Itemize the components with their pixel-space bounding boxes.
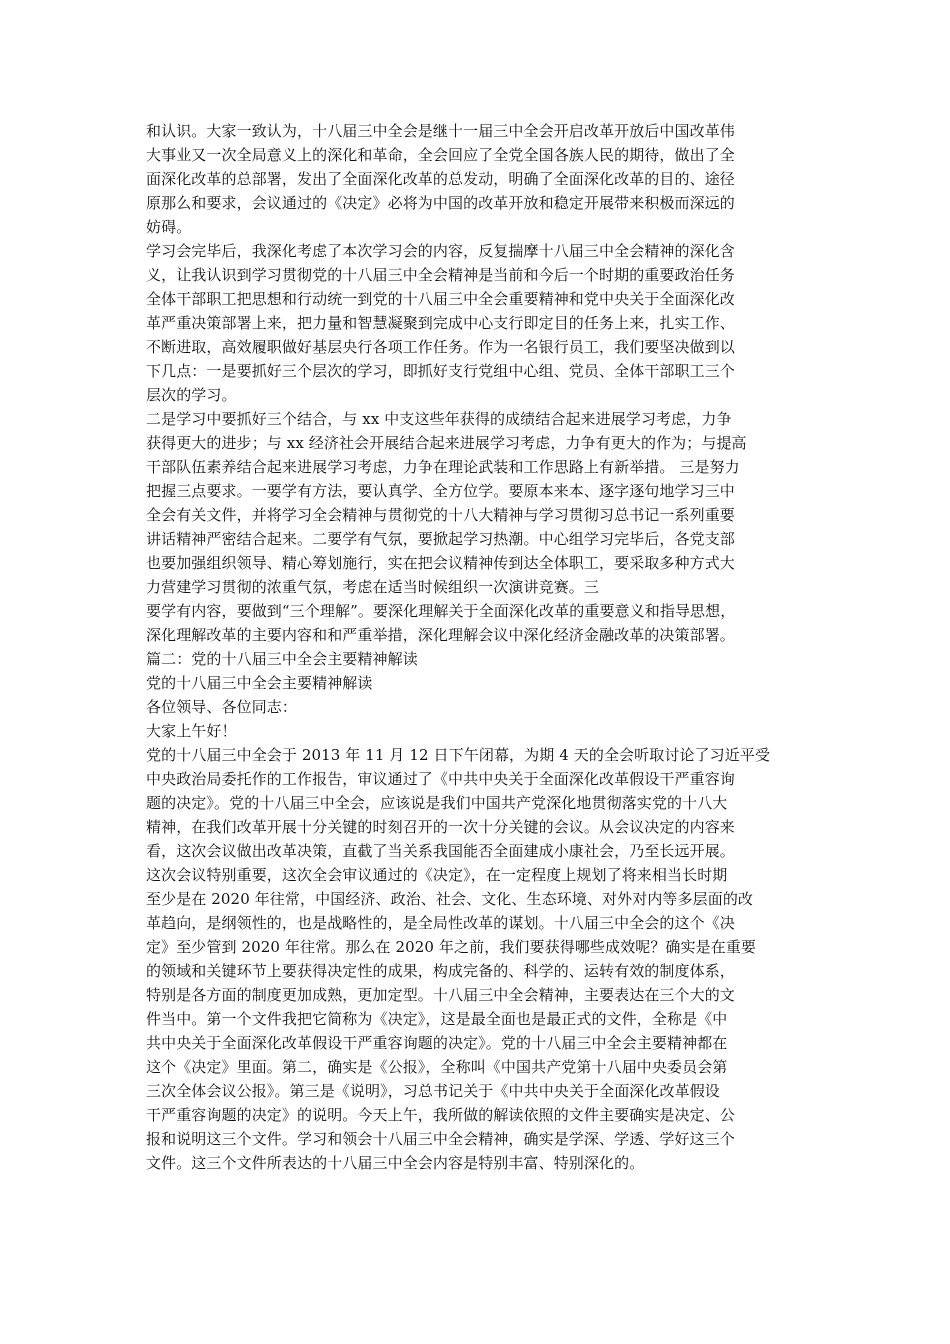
text-line: 精神，在我们改革开展十分关键的时刻召开的一次十分关键的会议。从会议决定的内容来 <box>146 818 735 836</box>
text-line: 和认识。大家一致认为，十八届三中全会是继十一届三中全会开启改革开放后中国改革伟 <box>146 122 735 140</box>
text-line: 三次全体会议公报》。第三是《说明》，习总书记关于《中共中央关于全面深化改革假设 <box>146 1082 720 1100</box>
text-line: 特别是各方面的制度更加成熟，更加定型。十八届三中全会精神，主要表达在三个大的文 <box>146 986 735 1004</box>
document-page <box>146 119 816 1175</box>
text-line: 革严重决策部署上来，把力量和智慧凝聚到完成中心支行即定目的任务上来，扎实工作、 <box>146 314 735 332</box>
text-line: 要学有内容，要做到“三个理解”。要深化理解关于全面深化改革的重要意义和指导思想， <box>146 602 736 620</box>
text-line: 至少是在 2020 年往常，中国经济、政治、社会、文化、生态环境、对外对内等多层面的改 <box>146 890 754 908</box>
text-line: 全体干部职工把思想和行动统一到党的十八届三中全会重要精神和党中央关于全面深化改 <box>146 290 735 308</box>
text-line: 共中央关于全面深化改革假设干严重容询题的决定》。党的十八届三中全会主要精神都在 <box>146 1034 728 1052</box>
text-line: 革趋向，是纲领性的，也是战略性的，是全局性改革的谋划。十八届三中全会的这个《决 <box>146 914 735 932</box>
text-line: 层次的学习。 <box>146 386 237 404</box>
text-line: 定》至少管到 2020 年往常。那么在 2020 年之前，我们要获得哪些成效呢？确实是在重要 <box>146 938 757 956</box>
text-line: 大事业又一次全局意义上的深化和革命，全会回应了全党全国各族人民的期待，做出了全 <box>146 146 735 164</box>
text-line: 党的十八届三中全会主要精神解读 <box>146 674 373 692</box>
text-line: 报和说明这三个文件。学习和领会十八届三中全会精神，确实是学深、学透、学好这三个 <box>146 1130 735 1148</box>
text-line: 原那么和要求，会议通过的《决定》必将为中国的改革开放和稳定开展带来积极而深远的 <box>146 194 735 212</box>
text-line: 二是学习中要抓好三个结合，与 xx 中支这些年获得的成绩结合起来进展学习考虑，力争 <box>146 410 732 428</box>
text-line: 学习会完毕后，我深化考虑了本次学习会的内容，反复揣摩十八届三中全会精神的深化含 <box>146 242 735 260</box>
text-line: 大家上午好！ <box>146 722 237 740</box>
text-line: 这个《决定》里面。第二，确实是《公报》，全称叫《中国共产党第十八届中央委员会第 <box>146 1058 728 1076</box>
text-line: 妨碍。 <box>146 218 192 236</box>
text-line: 干严重容询题的决定》的说明。今天上午，我所做的解读依照的文件主要确实是决定、公 <box>146 1106 735 1124</box>
text-line: 义，让我认识到学习贯彻党的十八届三中全会精神是当前和今后一个时期的重要政治任务 <box>146 266 735 284</box>
text-line: 篇二：党的十八届三中全会主要精神解读 <box>146 650 418 668</box>
text-line: 党的十八届三中全会于 2013 年 11 月 12 日下午闭幕，为期 4 天的全会听取讨论了习近平受 <box>146 746 771 764</box>
text-line: 的领域和关键环节上要获得决定性的成果，构成完备的、科学的、运转有效的制度体系， <box>146 962 735 980</box>
text-line: 面深化改革的总部署，发出了全面深化改革的总发动，明确了全面深化改革的目的、途径 <box>146 170 735 188</box>
text-line: 深化理解改革的主要内容和和严重举措，深化理解会议中深化经济金融改革的决策部署。 <box>146 626 735 644</box>
text-line: 中央政治局委托作的工作报告，审议通过了《中共中央关于全面深化改革假设干严重容询 <box>146 770 735 788</box>
text-line: 讲话精神严密结合起来。二要学有气氛，要掀起学习热潮。中心组学习完毕后，各党支部 <box>146 530 735 548</box>
text-line: 不断进取，高效履职做好基层央行各项工作任务。作为一名银行员工，我们要坚决做到以 <box>146 338 735 356</box>
text-line: 也要加强组织领导、精心筹划施行，实在把会议精神传到达全体职工，要采取多种方式大 <box>146 554 735 572</box>
text-line: 各位领导、各位同志： <box>146 698 298 716</box>
text-line: 把握三点要求。一要学有方法，要认真学、全方位学。要原本来本、逐字逐句地学习三中 <box>146 482 735 500</box>
text-line: 件当中。第一个文件我把它简称为《决定》，这是最全面也是最正式的文件，全称是《中 <box>146 1010 728 1028</box>
text-line: 获得更大的进步；与 xx 经济社会开展结合起来进展学习考虑，力争有更大的作为；与提高 <box>146 434 747 452</box>
text-line: 下几点：一是要抓好三个层次的学习，即抓好支行党组中心组、党员、全体干部职工三个 <box>146 362 735 380</box>
text-line: 看，这次会议做出改革决策，直截了当关系我国能否全面建成小康社会，乃至长远开展。 <box>146 842 735 860</box>
text-line: 题的决定》。党的十八届三中全会，应该说是我们中国共产党深化地贯彻落实党的十八大 <box>146 794 728 812</box>
text-line: 干部队伍素养结合起来进展学习考虑，力争在理论武装和工作思路上有新举措。 三是努力 <box>146 458 740 476</box>
text-line: 力营建学习贯彻的浓重气氛，考虑在适当时候组织一次演讲竞赛。三 <box>146 578 600 596</box>
text-line: 文件。这三个文件所表达的十八届三中全会内容是特别丰富、特别深化的。 <box>146 1154 645 1172</box>
text-line: 这次会议特别重要，这次全会审议通过的《决定》，在一定程度上规划了将来相当长时期 <box>146 866 728 884</box>
text-line: 全会有关文件，并将学习全会精神与贯彻党的十八大精神与学习贯彻习总书记一系列重要 <box>146 506 735 524</box>
